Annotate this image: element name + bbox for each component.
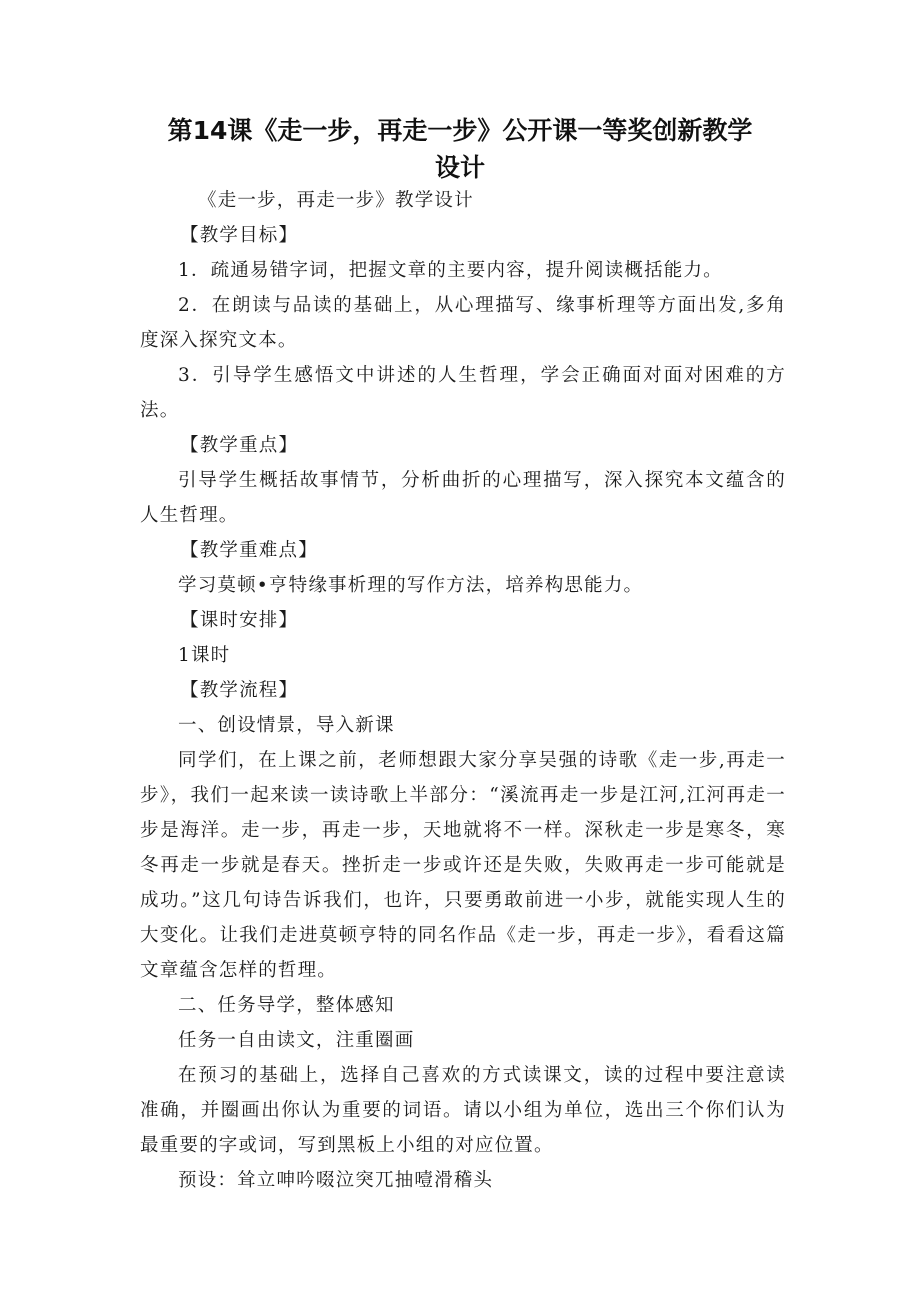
objective-2: 2．在朗读与品读的基础上，从心理描写、缘事析理等方面出发,多角度深入探究文本。 (140, 295, 786, 351)
intro-paragraph: 同学们，在上课之前，老师想跟大家分享吴强的诗歌《走一步,再走一步》，我们一起来读一读诗歌上半部分：“溪流再走一步是江河,江河再走一步是海洋。走一步，再走一步，天地就将不一样。深秋走一步是寒冬，寒冬再走一步就是春天。挫折走一步或许还是失败，失败再走一步可能就是成功。”这几句诗告诉我们，也许，只要勇敢前进一小步，就能实现人生的大变化。让我们走进莫顿亨特的同名作品《走一步，再走一步》，看看这篇文章蕴含怎样的哲理。 (140, 750, 786, 981)
section-heading-process: 【教学流程】 (180, 680, 299, 701)
section-heading-objectives: 【教学目标】 (180, 225, 299, 246)
section-heading-difficulties: 【教学重难点】 (180, 540, 318, 561)
difficulties-text: 学习莫顿•亨特缘事析理的写作方法，培养构思能力。 (178, 575, 644, 596)
title-line-2: 设计 (434, 153, 485, 182)
objective-1: 1．疏通易错字词，把握文章的主要内容，提升阅读概括能力。 (178, 260, 723, 281)
process-step-1-heading: 一、创设情景，导入新课 (178, 715, 395, 736)
process-step-2-heading: 二、任务导学，整体感知 (178, 995, 395, 1016)
document-body (140, 183, 786, 1198)
task-1-paragraph: 在预习的基础上，选择自己喜欢的方式读课文，读的过程中要注意读准确，并圈画出你认为重要的词语。请以小组为单位，选出三个你们认为最重要的字或词，写到黑板上小组的对应位置。 (140, 1065, 786, 1156)
objective-3: 3．引导学生感悟文中讲述的人生哲理，学会正确面对面对困难的方法。 (140, 365, 786, 421)
preset-words: 预设：耸立呻吟啜泣突兀抽噎滑稽头 (178, 1170, 494, 1191)
subtitle: 《走一步，再走一步》教学设计 (198, 190, 474, 211)
document-title (140, 112, 780, 186)
schedule-text: 1课时 (178, 645, 231, 666)
section-heading-schedule: 【课时安排】 (180, 610, 299, 631)
task-1-heading: 任务一自由读文，注重圈画 (178, 1030, 415, 1051)
title-line-1: 第14课《走一步，再走一步》公开课一等奖创新教学 (167, 116, 753, 145)
section-heading-key-points: 【教学重点】 (180, 435, 299, 456)
key-points-text: 引导学生概括故事情节，分析曲折的心理描写，深入探究本文蕴含的人生哲理。 (140, 470, 786, 526)
